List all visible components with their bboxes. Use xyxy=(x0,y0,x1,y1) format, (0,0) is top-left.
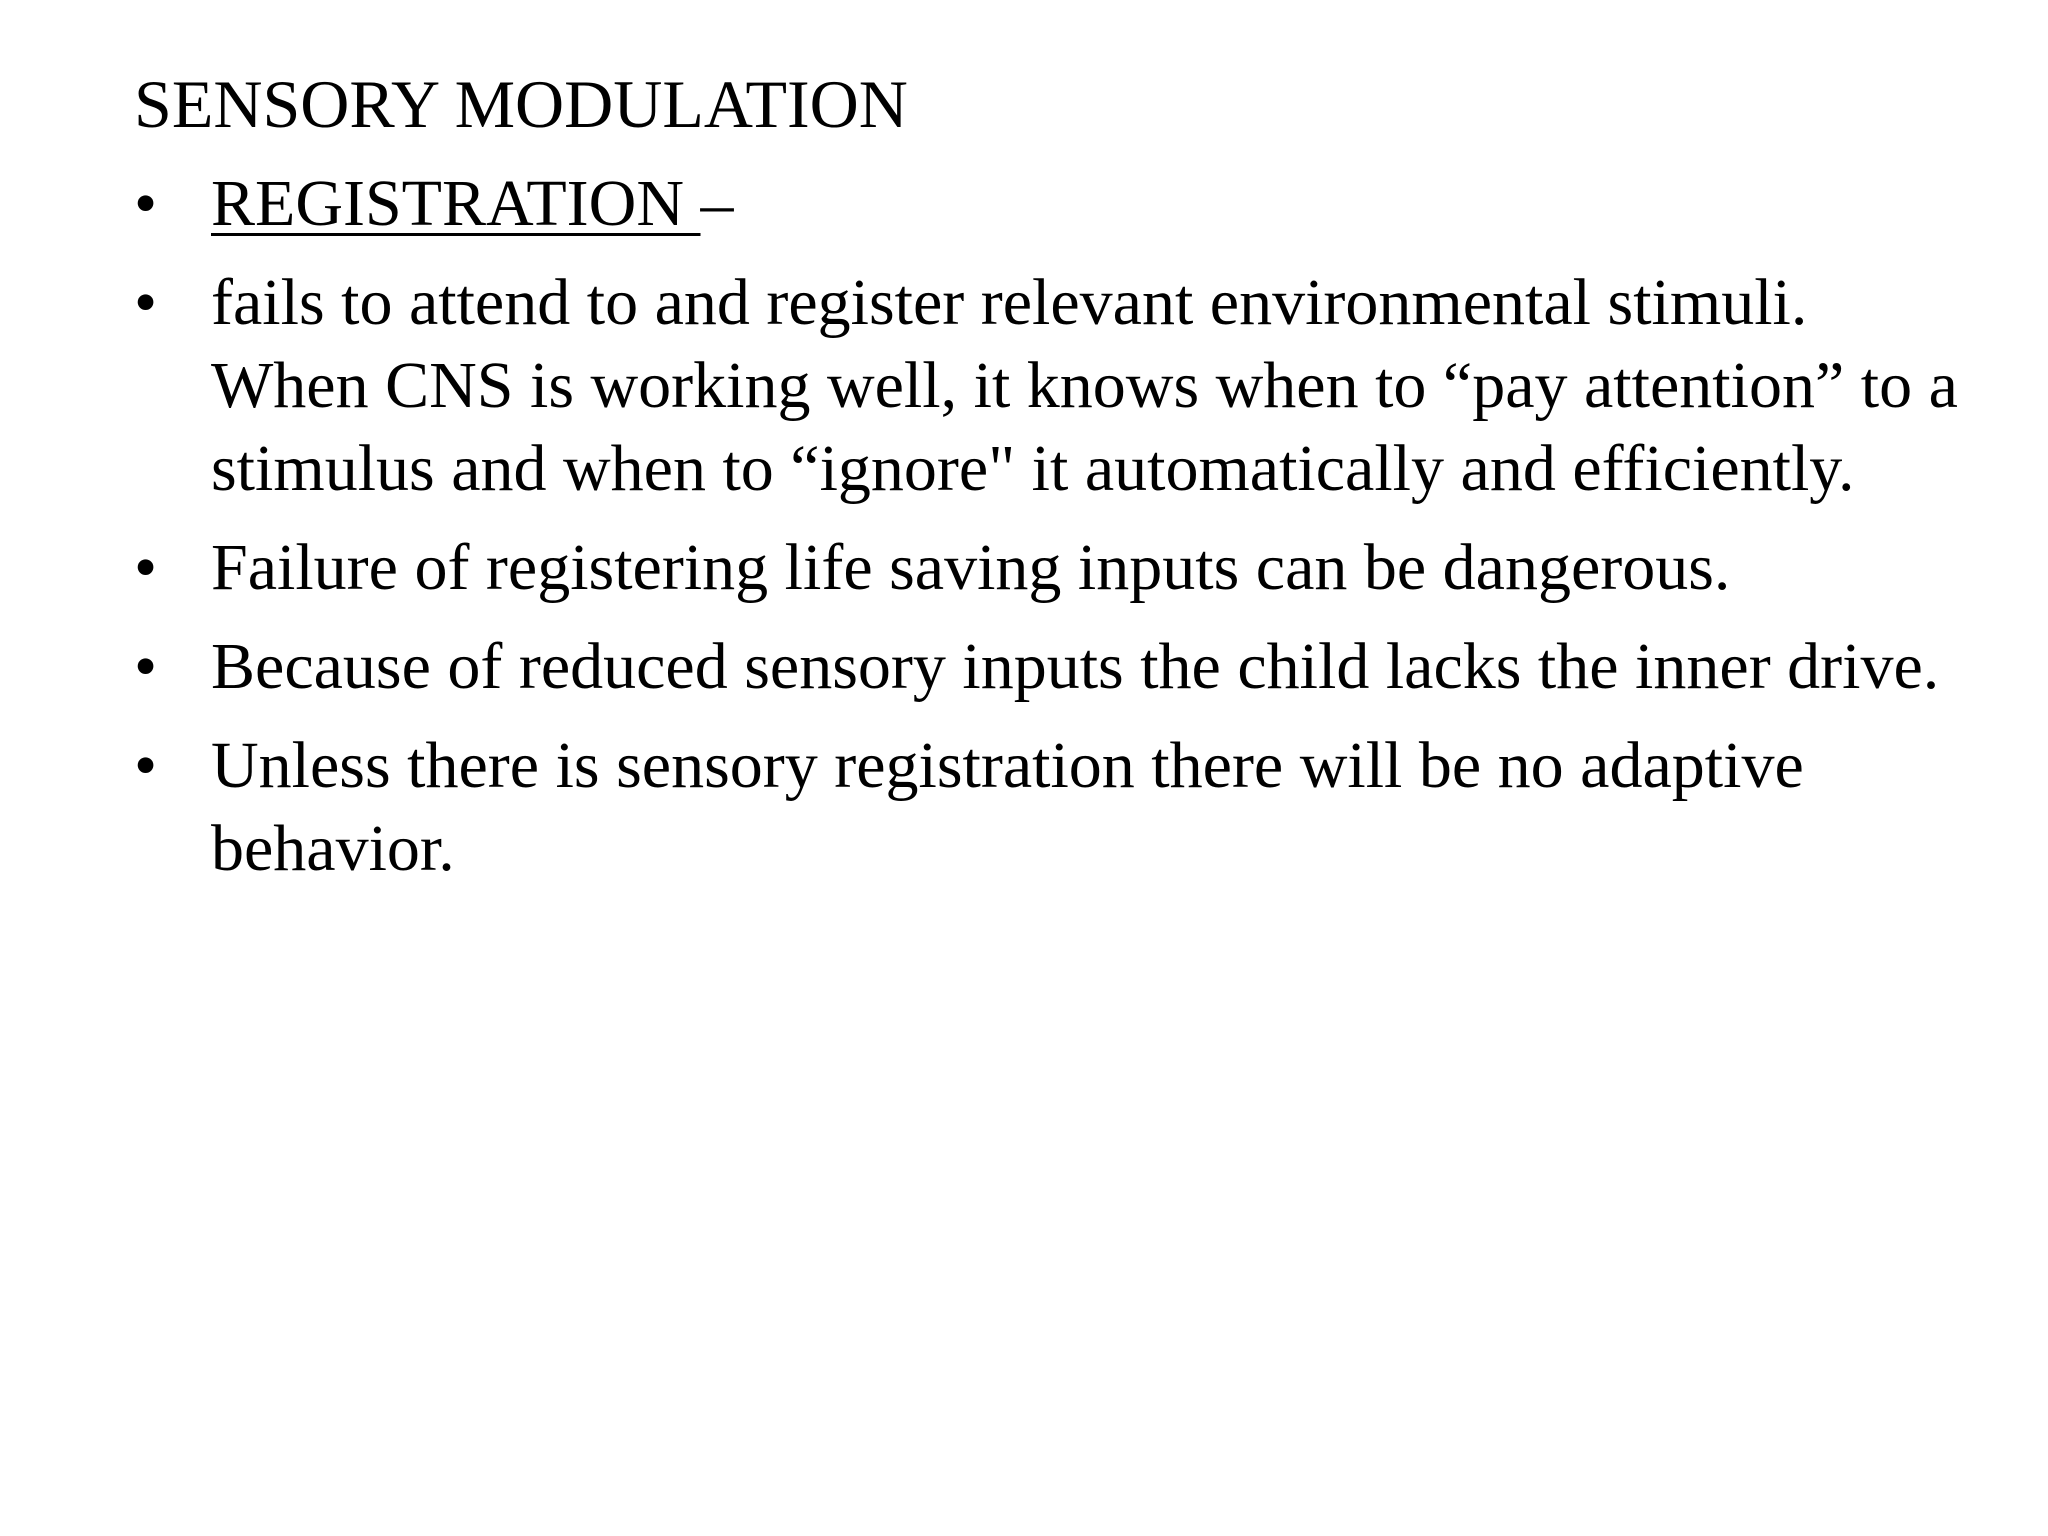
bullet-text: fails to attend to and register relevant environmental stimuli. When CNS is working well, it knows when to “pay attention” to a stimulus and when to “ignore" it automatically and efficiently. xyxy=(211,266,1958,505)
bullet-icon: • xyxy=(134,266,158,339)
list-item xyxy=(134,162,1974,245)
bullet-icon: • xyxy=(134,630,158,703)
bullet-text: Failure of registering life saving inputs can be dangerous. xyxy=(211,531,1731,604)
list-item xyxy=(134,261,1974,510)
slide-title: SENSORY MODULATION xyxy=(134,66,908,142)
bullet-text: Unless there is sensory registration there will be no adaptive behavior. xyxy=(211,729,1804,885)
registration-heading: REGISTRATION xyxy=(211,167,701,240)
bullet-icon: • xyxy=(134,531,158,604)
bullet-text: Because of reduced sensory inputs the child lacks the inner drive. xyxy=(211,630,1940,703)
bullet-list xyxy=(134,162,1974,906)
list-item xyxy=(134,724,1974,890)
bullet-icon: • xyxy=(134,167,158,240)
registration-dash: – xyxy=(700,167,734,240)
list-item xyxy=(134,526,1974,609)
list-item xyxy=(134,625,1974,708)
bullet-icon: • xyxy=(134,729,158,802)
